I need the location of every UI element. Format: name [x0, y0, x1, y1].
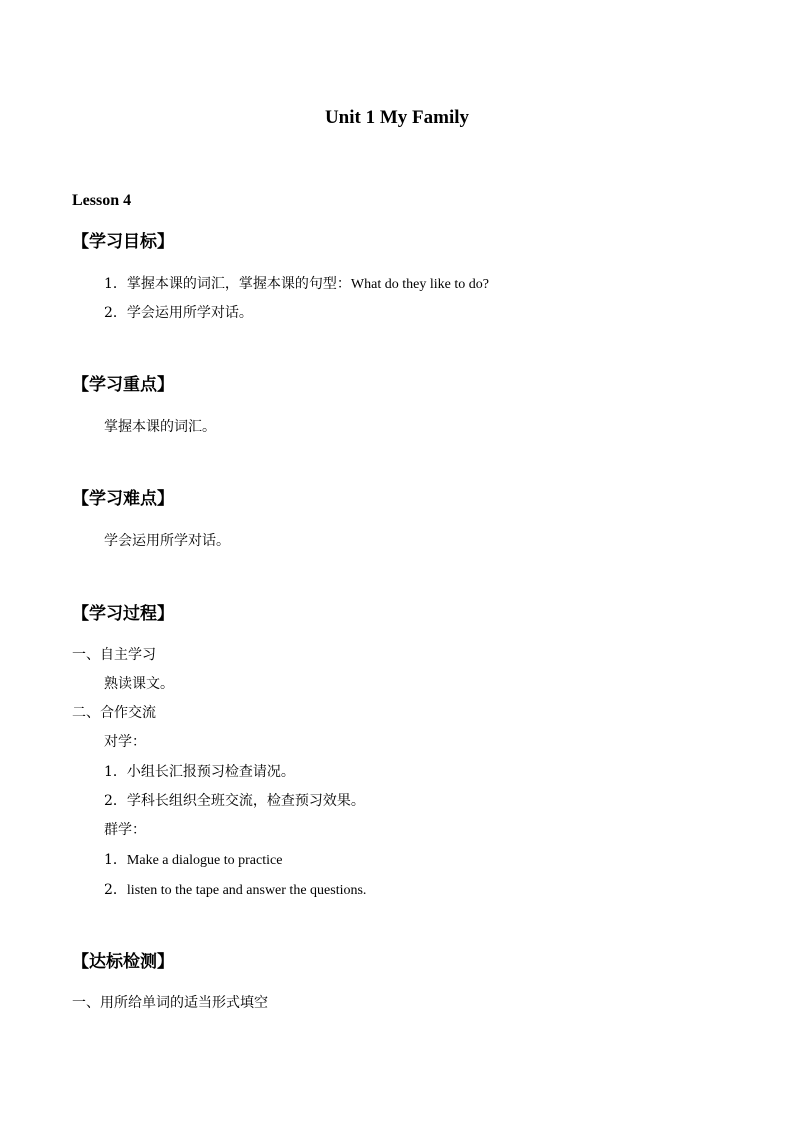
- goals-heading: 【学习目标】: [72, 232, 174, 252]
- pair-study-item-1: 1．小组长汇报预习检查请况。: [104, 764, 295, 780]
- lesson-label: Lesson 4: [72, 192, 132, 209]
- group-study-item-1: [104, 853, 282, 868]
- group-study-item-1-text: Make a dialogue to practice: [126, 853, 283, 868]
- key-points-text: 掌握本课的词汇。: [104, 419, 216, 435]
- group-study-item-2: [104, 883, 366, 898]
- process-section-1-text: 熟读课文。: [104, 676, 174, 692]
- process-section-2: 二、合作交流: [72, 705, 156, 721]
- test-heading: 【达标检测】: [72, 952, 174, 972]
- goals-item-1-number: 1．: [104, 276, 127, 292]
- difficulties-text: 学会运用所学对话。: [104, 533, 230, 549]
- process-section-1: 一、自主学习: [72, 647, 156, 663]
- test-section-1: 一、用所给单词的适当形式填空: [72, 995, 268, 1011]
- difficulties-heading: 【学习难点】: [72, 489, 174, 509]
- pair-study-item-2: 2．学科长组织全班交流，检查预习效果。: [104, 793, 365, 809]
- process-heading: 【学习过程】: [72, 604, 174, 624]
- goals-item-1: [104, 277, 489, 292]
- group-study-item-2-number: 2．: [104, 882, 127, 898]
- goals-item-2: 2．学会运用所学对话。: [104, 305, 253, 321]
- goals-item-1-en: What do they like to do?: [350, 277, 489, 292]
- key-points-heading: 【学习重点】: [72, 375, 174, 395]
- pair-study-label: 对学：: [104, 734, 146, 750]
- group-study-item-2-text: listen to the tape and answer the questions.: [126, 883, 367, 898]
- page-title: Unit 1 My Family: [324, 107, 470, 128]
- group-study-item-1-number: 1．: [104, 852, 127, 868]
- group-study-label: 群学：: [104, 822, 146, 838]
- goals-item-1-cn: 掌握本课的词汇，掌握本课的句型：: [126, 276, 351, 292]
